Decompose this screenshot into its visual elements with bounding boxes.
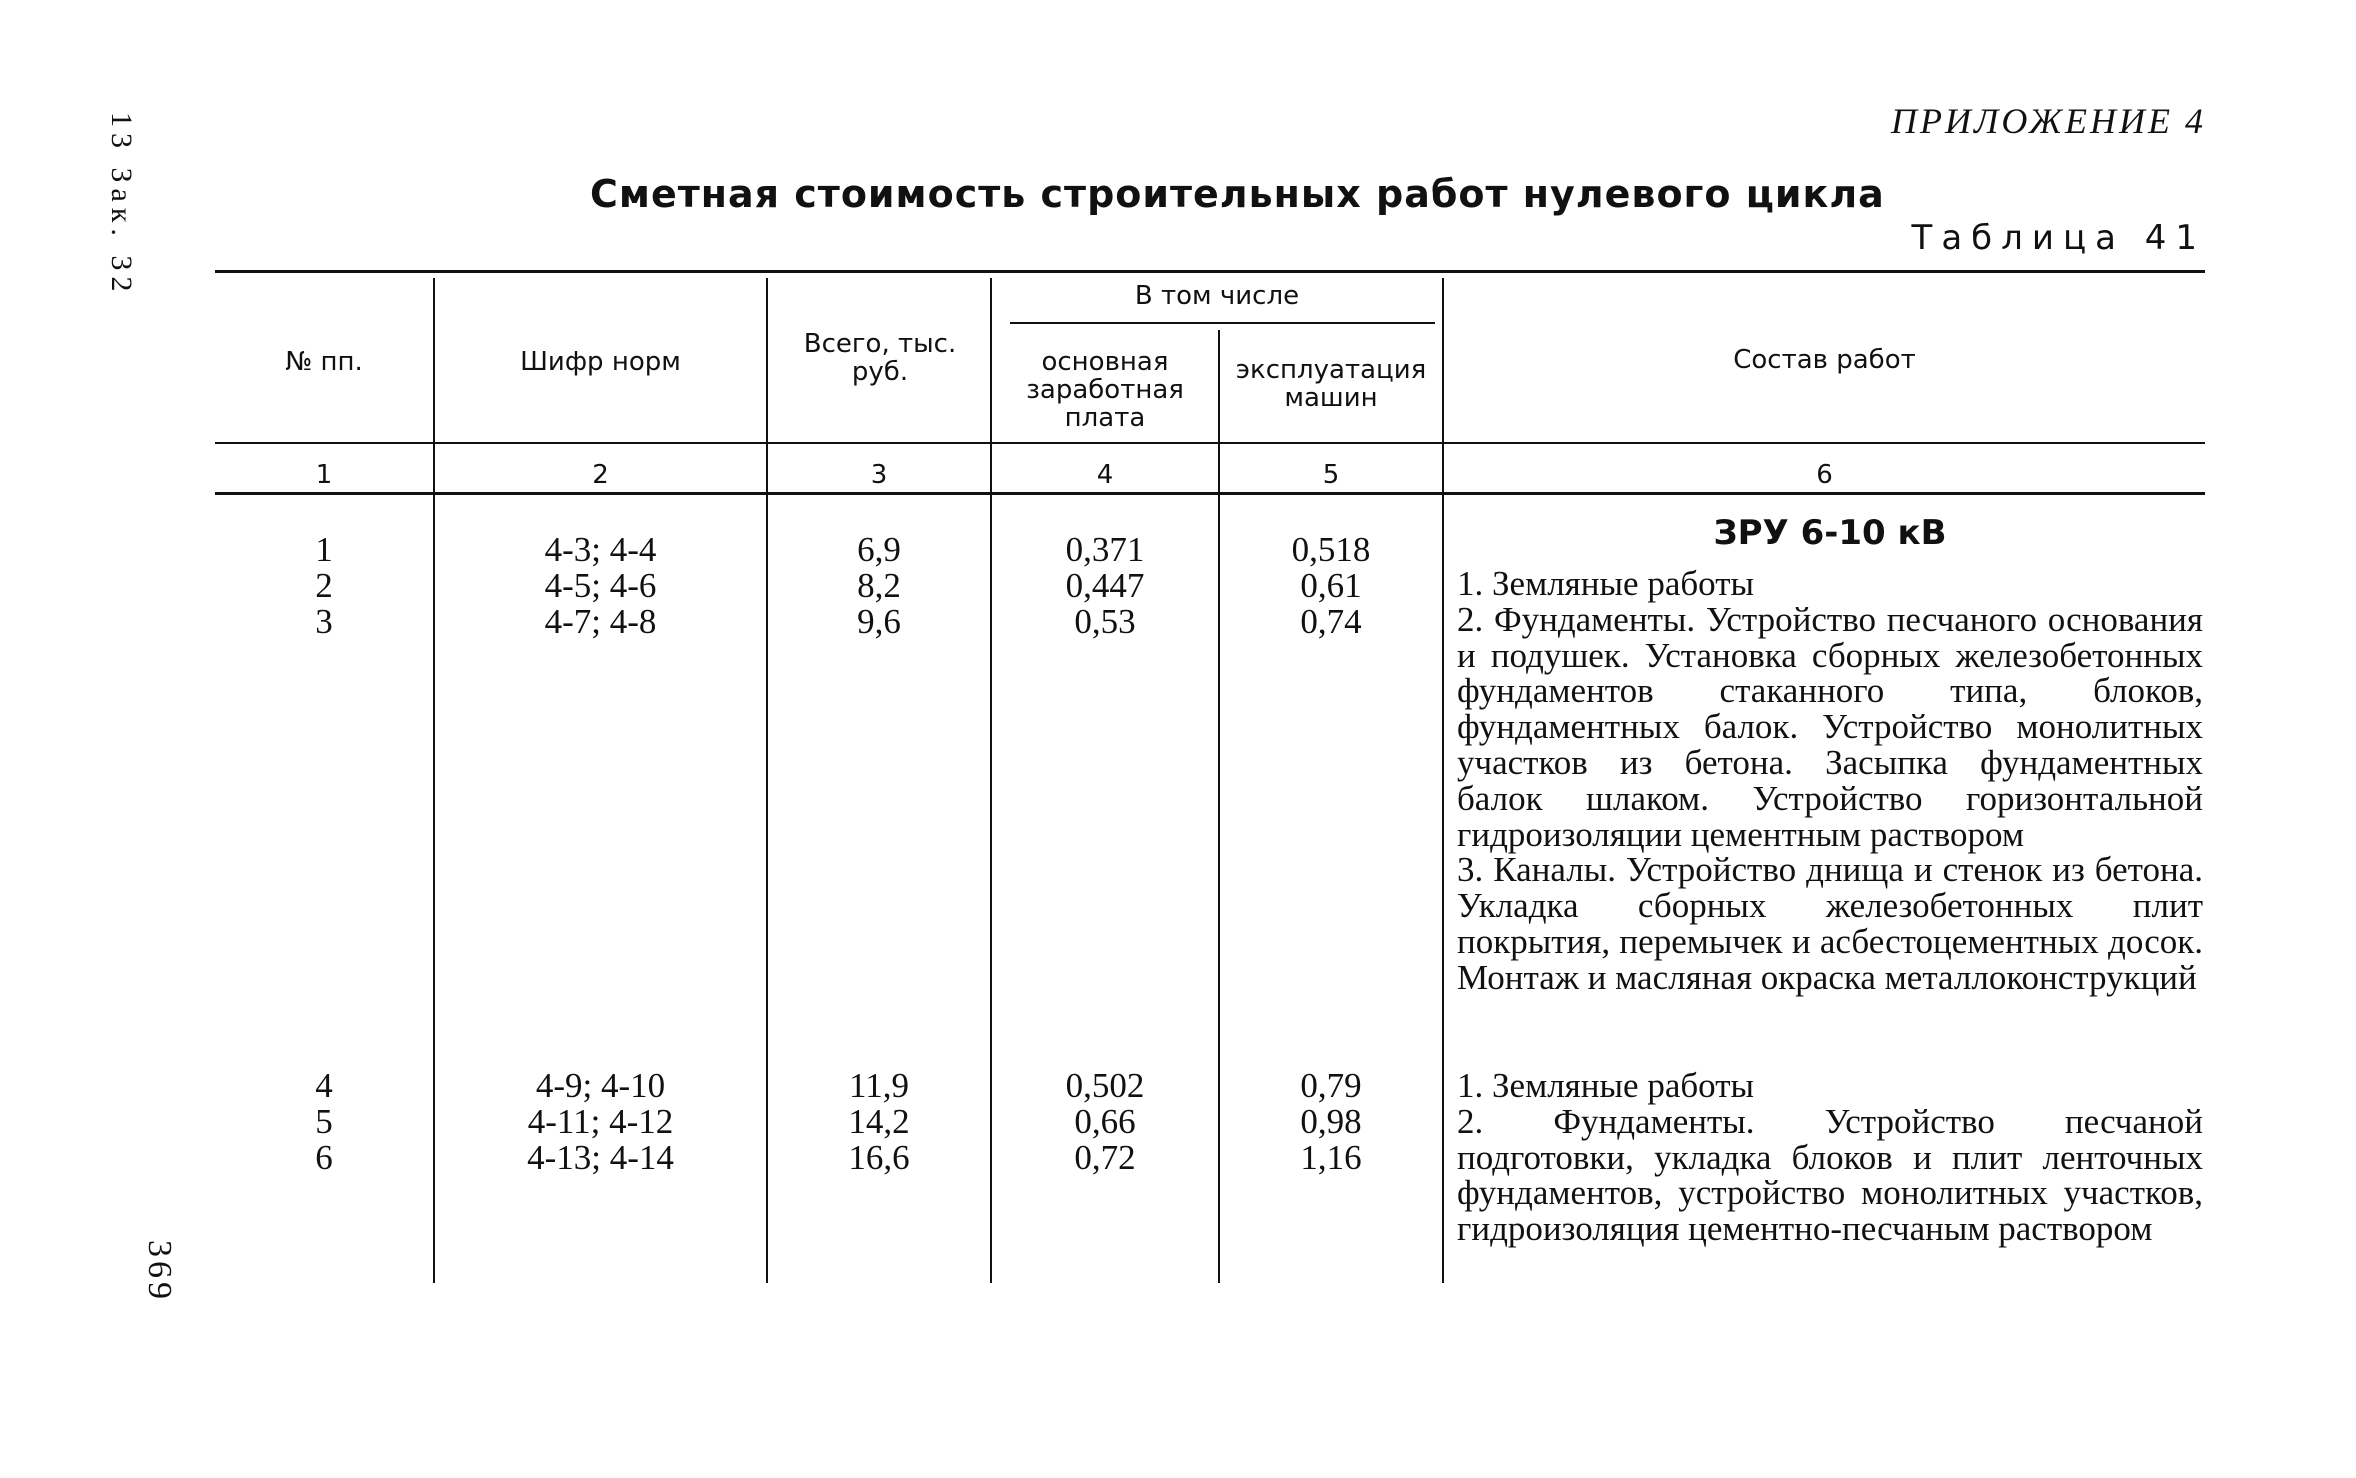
group1-code-column (435, 532, 766, 640)
header-including: В том числе (1134, 281, 1300, 311)
table-cell: 4-7; 4-8 (544, 602, 657, 641)
table-cell: 2 (315, 566, 333, 605)
table-top-rule (215, 270, 2205, 273)
works-item: 1. Земляные работы (1457, 1066, 1755, 1105)
group1-total-column (768, 532, 990, 640)
table-cell: 0,518 (1291, 530, 1371, 569)
header-machines: эксплуатация машин (1235, 355, 1427, 413)
table-cell: 1 (315, 530, 333, 569)
colnum-1: 1 (315, 460, 333, 490)
table-cell: 9,6 (857, 602, 901, 641)
table-cell: 0,53 (1074, 602, 1136, 641)
page-title: Сметная стоимость строительных работ нулевого цикла (590, 172, 1885, 216)
group2-machines-column (1220, 1068, 1442, 1176)
header-bottom-rule (215, 442, 2205, 444)
table-cell: 0,502 (1065, 1066, 1145, 1105)
table-cell: 0,72 (1074, 1138, 1136, 1177)
colnum-bottom-rule (215, 492, 2205, 495)
table-cell: 8,2 (857, 566, 901, 605)
group2-wages-column (992, 1068, 1218, 1176)
section-title: ЗРУ 6-10 кВ (1713, 513, 1947, 553)
group1-wages-column (992, 532, 1218, 640)
table-cell: 6 (315, 1138, 333, 1177)
group2-code-column (435, 1068, 766, 1176)
works-item: 1. Земляные работы (1457, 564, 1755, 603)
group1-num-column (215, 532, 433, 640)
including-rule (1010, 322, 1435, 324)
header-works: Состав работ (1733, 345, 1916, 375)
table-cell: 0,66 (1074, 1102, 1136, 1141)
header-num: № пп. (285, 347, 363, 377)
header-code: Шифр норм (520, 347, 681, 377)
page-number: 369 (141, 1240, 178, 1303)
colnum-3: 3 (870, 460, 888, 490)
table-cell: 14,2 (848, 1102, 910, 1141)
table-cell: 0,79 (1300, 1066, 1362, 1105)
table-cell: 0,447 (1065, 566, 1145, 605)
colnum-6: 6 (1816, 460, 1833, 490)
table-cell: 4-3; 4-4 (544, 530, 657, 569)
group2-works (1457, 1068, 2203, 1247)
table-cell: 11,9 (849, 1066, 909, 1105)
table-cell: 1,16 (1300, 1138, 1362, 1177)
group1-machines-column (1220, 532, 1442, 640)
table-cell: 16,6 (848, 1138, 910, 1177)
table-cell: 5 (315, 1102, 333, 1141)
works-item: 2. Фундаменты. Устройство песчаной подготовки, укладка блоков и плит ленточных фундаментов, устройство монолитных участков, гидроизоляция цементно-песчаным раствором (1457, 1101, 2203, 1249)
table-cell: 4-5; 4-6 (544, 566, 657, 605)
table-cell: 0,61 (1300, 566, 1362, 605)
table-cell: 4-11; 4-12 (527, 1102, 674, 1141)
table-cell: 4 (315, 1066, 333, 1105)
table-cell: 0,74 (1300, 602, 1362, 641)
margin-order-note: 13 Зак. 32 (105, 112, 138, 298)
header-total: Всего, тыс. руб. (803, 329, 957, 387)
colnum-4: 4 (1096, 460, 1114, 490)
group2-total-column (768, 1068, 990, 1176)
group1-works (1457, 566, 2203, 996)
table-label: Таблица 41 (1911, 218, 2206, 258)
colnum-2: 2 (592, 460, 609, 490)
table-cell: 3 (315, 602, 333, 641)
table-cell: 0,98 (1300, 1102, 1362, 1141)
appendix-label: ПРИЛОЖЕНИЕ 4 (1891, 101, 2206, 141)
table-cell: 0,371 (1065, 530, 1145, 569)
table-cell: 4-9; 4-10 (535, 1066, 666, 1105)
header-wages: основная заработная плата (1026, 347, 1184, 433)
group2-num-column (215, 1068, 433, 1176)
colnum-5: 5 (1322, 460, 1340, 490)
table-cell: 6,9 (857, 530, 901, 569)
col-divider-5 (1442, 278, 1444, 1283)
table-cell: 4-13; 4-14 (527, 1138, 674, 1177)
works-item: 2. Фундаменты. Устройство песчаного основания и подушек. Установка сборных железобетонных фундаментов стаканного типа, блоков, фундаментных балок. Устройство монолитных участков из бетона. Засыпка фундаментных балок шлаком. Устройство горизонтальной гидроизоляции цементным раствором (1457, 599, 2203, 854)
works-item: 3. Каналы. Устройство днища и стенок из бетона. Укладка сборных железобетонных плит покрытия, перемычек и асбестоцементных досок. Монтаж и масляная окраска металлоконструкций (1457, 850, 2203, 997)
